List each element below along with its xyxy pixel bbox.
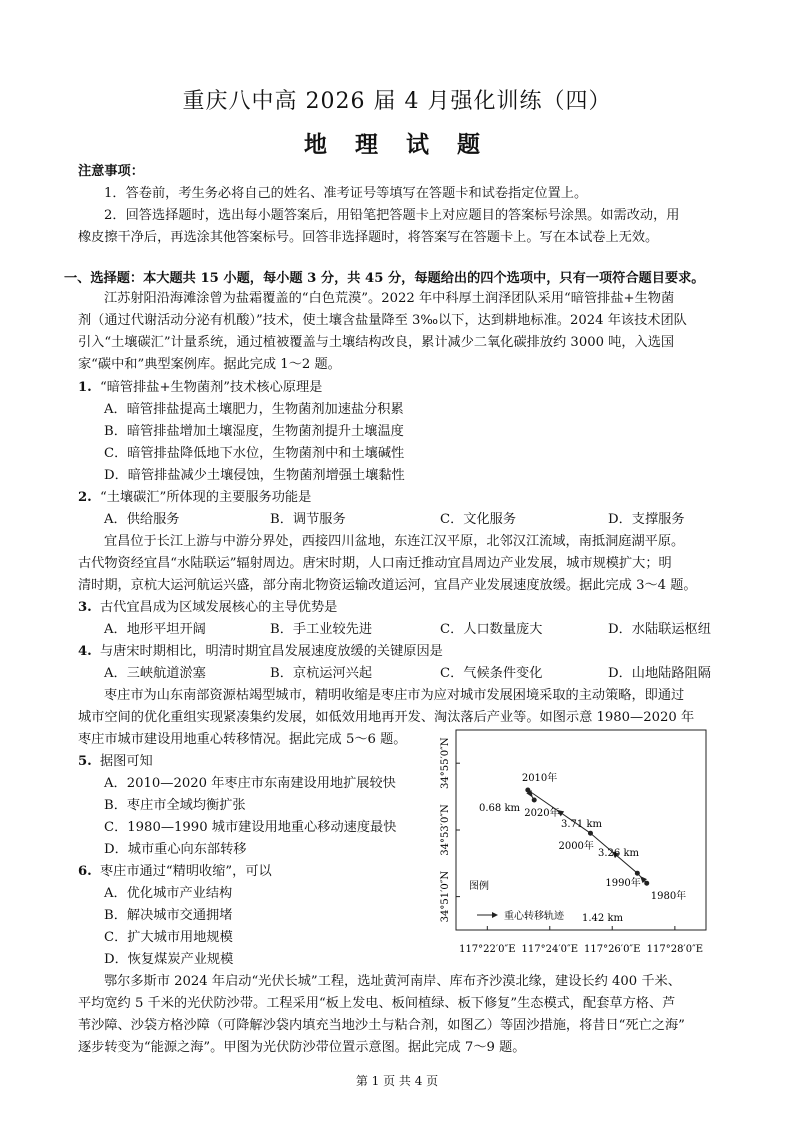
option[interactable]: D．山地陆路阻隔 (608, 666, 711, 681)
option[interactable]: C．扩大城市用地规模 (104, 930, 233, 945)
distance-label: 1.42 km (582, 913, 623, 924)
year-label: 2000年 (558, 841, 594, 853)
option[interactable]: A．地形平坦开阔 (104, 622, 206, 637)
year-label: 2020年 (524, 808, 560, 819)
y-tick-label: 34°53′0″N (440, 804, 451, 856)
notice-item-1: 1．答卷前，考生务必将自己的姓名、准考证号等填写在答题卡和试卷指定位置上。 (104, 186, 588, 201)
legend-arrow-icon (492, 912, 498, 918)
option[interactable]: A．三峡航道淤塞 (104, 666, 206, 681)
y-tick-label: 34°55′0″N (440, 737, 451, 789)
page-footer: 第 1 页 共 4 页 (355, 1074, 439, 1088)
option[interactable]: B．手工业较先进 (270, 622, 373, 637)
option[interactable]: C．暗管排盐降低地下水位，生物菌剂中和土壤碱性 (104, 446, 405, 461)
option[interactable]: C．人口数量庞大 (440, 622, 543, 637)
exam-title: 重庆八中高 2026 届 4 月强化训练（四） (182, 89, 612, 114)
centroid-point (635, 871, 640, 876)
y-tick-label: 34°51′0″N (440, 870, 451, 923)
option[interactable]: C．1980—1990 城市建设用地重心移动速度最快 (104, 820, 397, 835)
year-label: 1990年 (605, 878, 641, 890)
option[interactable]: C．文化服务 (440, 512, 517, 527)
legend-item: 重心转移轨迹 (504, 911, 564, 922)
option[interactable]: B．京杭运河兴起 (270, 666, 373, 681)
centroid-point (644, 881, 649, 886)
notice-item-2-cont: 橡皮擦干净后，再选涂其他答案标号。回答非选择题时，将答案写在答题卡上。写在本试卷上无效。 (78, 230, 659, 245)
option[interactable]: A．优化城市产业结构 (104, 886, 233, 901)
option[interactable]: D．支撑服务 (608, 512, 685, 527)
notice-heading: 注意事项： (78, 164, 144, 179)
x-tick-label: 117°26′0″E (583, 944, 641, 955)
exam-subtitle: 地 理 试 题 (303, 131, 491, 158)
year-label: 2010年 (521, 773, 558, 784)
figure-centroid-shift (432, 728, 726, 958)
distance-label: 0.68 km (479, 803, 520, 814)
centroid-point (532, 798, 537, 803)
option[interactable]: D．恢复煤炭产业规模 (104, 952, 234, 967)
x-tick-label: 117°22′0″E (459, 944, 516, 955)
x-tick-label: 117°24′0″E (521, 944, 579, 955)
option[interactable]: B．解决城市交通拥堵 (104, 908, 233, 923)
option[interactable]: A．供给服务 (104, 512, 180, 527)
option[interactable]: C．气候条件变化 (440, 666, 543, 681)
centroid-point (525, 788, 530, 793)
year-label: 1980年 (650, 891, 687, 903)
centroid-point (588, 831, 593, 836)
legend-title: 图例 (469, 881, 489, 892)
option[interactable]: D．城市重心向东部转移 (104, 842, 247, 857)
section-heading: 一、选择题：本大题共 15 小题，每小题 3 分，共 45 分，每题给出的四个选项中，只有一项符合题目要求。 (64, 271, 705, 286)
notice-item-2: 2．回答选择题时，选出每小题答案后，用铅笔把答题卡上对应题目的答案标号涂黑。如需改动，用 (104, 208, 680, 223)
distance-label: 3.71 km (561, 819, 602, 830)
option[interactable]: B．调节服务 (270, 512, 346, 527)
option[interactable]: A．2010—2020 年枣庄市东南建设用地扩展较快 (104, 776, 396, 791)
option[interactable]: B．枣庄市全域均衡扩张 (104, 798, 246, 813)
x-tick-label: 117°28′0″E (646, 944, 704, 955)
option[interactable]: D．暗管排盐减少土壤侵蚀，生物菌剂增强土壤黏性 (104, 468, 405, 483)
option[interactable]: A．暗管排盐提高土壤肥力，生物菌剂加速盐分积累 (104, 402, 404, 417)
chart-svg (432, 728, 726, 958)
option[interactable]: B．暗管排盐增加土壤湿度，生物菌剂提升土壤温度 (104, 424, 404, 439)
distance-label: 3.26 km (598, 848, 639, 859)
option[interactable]: D．水陆联运枢纽 (608, 622, 711, 637)
